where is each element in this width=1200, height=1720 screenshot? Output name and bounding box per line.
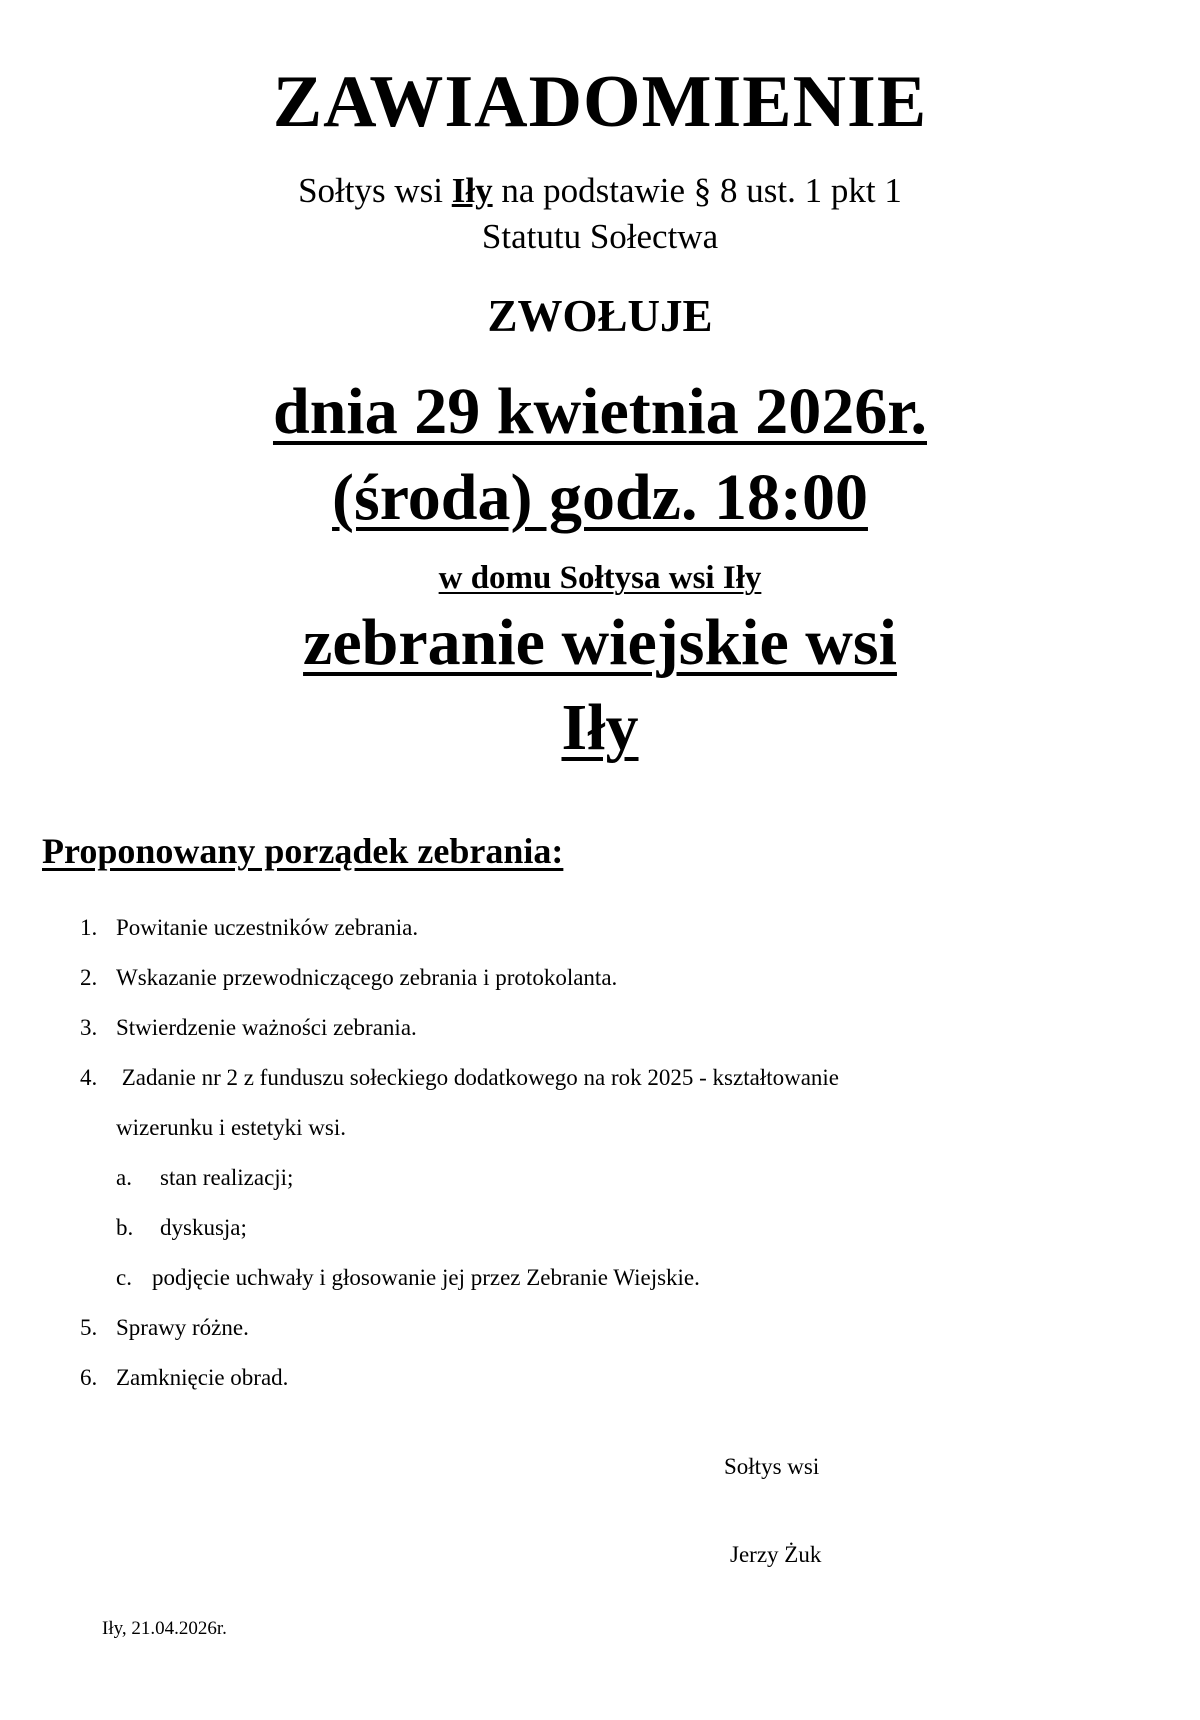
intro-before: Sołtys wsi	[298, 171, 452, 210]
agenda-subitem-letter: a.	[116, 1165, 132, 1190]
agenda-item-text: Zamknięcie obrad.	[116, 1365, 289, 1390]
agenda-item-number: 5.	[80, 1315, 98, 1340]
signature-name: Jerzy Żuk	[730, 1542, 822, 1567]
agenda-heading: Proponowany porządek zebrania:	[42, 831, 564, 871]
meeting-time: (środa) godz. 18:00	[332, 461, 868, 534]
intro-after: na podstawie § 8 ust. 1 pkt 1	[492, 171, 902, 210]
meeting-place: w domu Sołtysa wsi Iły	[438, 560, 762, 596]
agenda-item-text: Wskazanie przewodniczącego zebrania i protokolanta.	[116, 965, 618, 990]
agenda-item-number: 4.	[80, 1065, 98, 1090]
intro-text	[0, 168, 1200, 260]
agenda-item-text: wizerunku i estetyki wsi.	[116, 1115, 346, 1140]
intro-line-2: Statutu Sołectwa	[481, 217, 719, 256]
notice-title: ZAWIADOMIENIE	[272, 61, 928, 143]
agenda-subitem-letter: b.	[116, 1215, 134, 1240]
agenda-item-number: 6.	[80, 1365, 98, 1390]
agenda-item-text: Sprawy różne.	[116, 1315, 249, 1340]
intro-village: Iły	[451, 171, 493, 210]
agenda-subitem-text: stan realizacji;	[160, 1165, 294, 1190]
agenda-subitem-letter: c.	[116, 1265, 132, 1290]
agenda-subitem-text: dyskusja;	[160, 1215, 247, 1240]
signature-role: Sołtys wsi	[724, 1454, 820, 1479]
agenda-item-text: Zadanie nr 2 z funduszu sołeckiego dodatkowego na rok 2025 - kształtowanie	[116, 1065, 840, 1090]
convenes-heading: ZWOŁUJE	[487, 291, 713, 341]
meeting-name-line-2: Iły	[561, 691, 639, 764]
meeting-date: dnia 29 kwietnia 2026r.	[272, 375, 927, 448]
agenda-item-number: 2.	[80, 965, 98, 990]
agenda-item-text: Stwierdzenie ważności zebrania.	[116, 1015, 417, 1040]
intro-line-1	[0, 168, 1200, 214]
place-and-date: Iły, 21.04.2026r.	[102, 1618, 227, 1639]
agenda-item-number: 1.	[80, 915, 98, 940]
agenda-subitem-text: podjęcie uchwały i głosowanie jej przez Zebranie Wiejskie.	[152, 1265, 700, 1290]
meeting-name-line-1: zebranie wiejskie wsi	[303, 606, 897, 679]
agenda-item-number: 3.	[80, 1015, 98, 1040]
agenda-item-text: Powitanie uczestników zebrania.	[116, 915, 419, 940]
